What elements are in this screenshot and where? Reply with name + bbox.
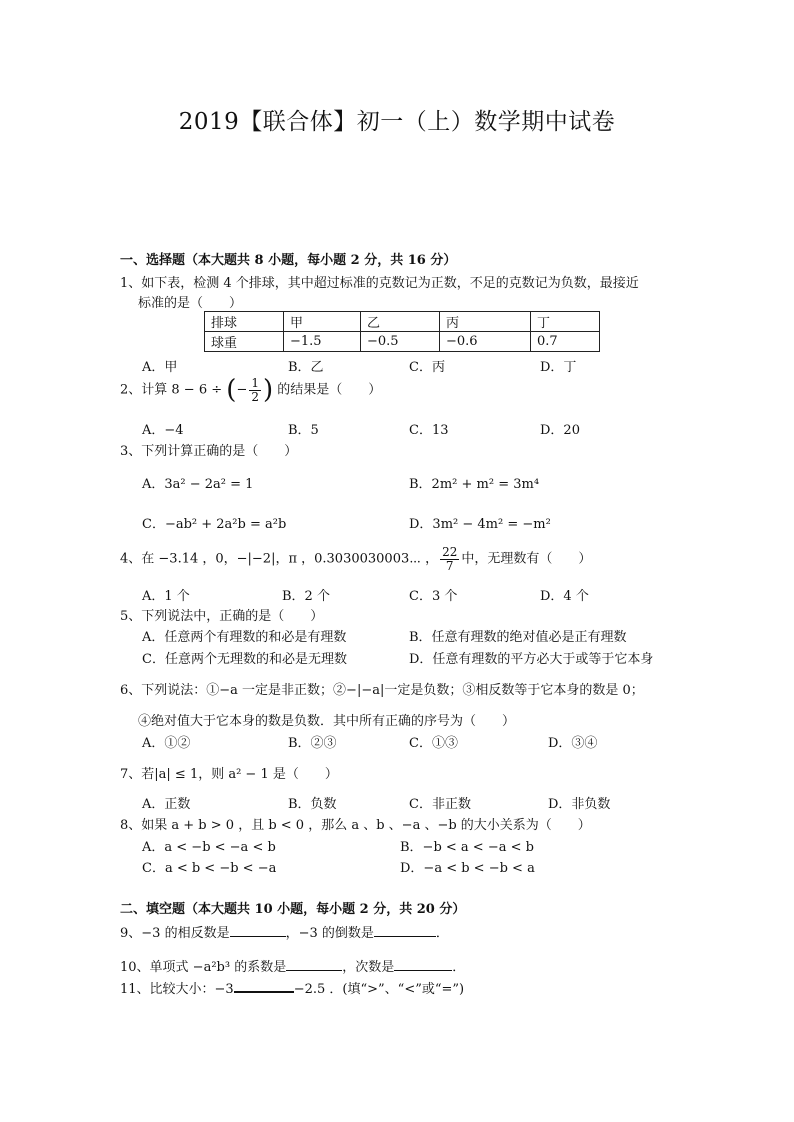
table-row <box>205 332 600 352</box>
q2-fraction-num: 1 <box>251 375 259 390</box>
q2-fraction-den: 2 <box>251 389 259 404</box>
section-heading-choice: 一、选择题（本大题共 8 小题，每小题 2 分，共 16 分） <box>120 253 457 268</box>
q6-option-b[interactable]: B．②③ <box>288 736 337 751</box>
q8-option-a[interactable]: A．a < −b < −a < b <box>142 840 276 855</box>
q6-stem-line1: 6、下列说法：①−a 一定是非正数；②−|−a|一定是负数；③相反数等于它本身的数是 0； <box>120 683 644 698</box>
q2-suffix: 的结果是（ ） <box>277 382 382 398</box>
q7-option-b[interactable]: B．负数 <box>288 797 337 812</box>
q11-stem <box>120 978 464 997</box>
q9-part2: ，−3 的倒数是 <box>285 926 374 941</box>
q5-stem: 5、下列说法中，正确的是（ ） <box>120 609 324 624</box>
q4-stem <box>120 546 591 572</box>
table-cell: 丁 <box>531 312 600 332</box>
table-row <box>205 312 600 332</box>
q2-prefix: 2、计算 8 − 6 ÷ <box>120 382 223 398</box>
q9-part3: ． <box>435 926 449 941</box>
ball-weight-table <box>204 311 600 352</box>
q1-stem-line2: 标准的是（ ） <box>138 296 243 311</box>
q4-fraction-den: 7 <box>445 558 454 573</box>
q1-option-b[interactable]: B．乙 <box>288 360 324 375</box>
q10-stem <box>120 956 465 975</box>
q7-option-a[interactable]: A．正数 <box>142 797 191 812</box>
q1-option-a[interactable]: A．甲 <box>142 360 178 375</box>
table-cell: 甲 <box>284 312 361 332</box>
q3-option-c[interactable]: C．−ab² + 2a²b = a²b <box>142 517 287 532</box>
q4-option-d[interactable]: D．4 个 <box>540 589 589 604</box>
q6-option-a[interactable]: A．①② <box>142 736 191 751</box>
q4-option-c[interactable]: C．3 个 <box>409 589 458 604</box>
table-cell: −0.5 <box>361 332 440 352</box>
q3-option-b[interactable]: B．2m² + m² = 3m⁴ <box>409 477 540 492</box>
q9-blank-1[interactable] <box>230 924 286 937</box>
q6-stem-line2: ④绝对值大于它本身的数是负数．其中所有正确的序号为（ ） <box>138 714 516 729</box>
q5-option-a[interactable]: A．任意两个有理数的和必是有理数 <box>142 630 347 645</box>
q7-option-c[interactable]: C．非正数 <box>409 797 471 812</box>
q3-stem: 3、下列计算正确的是（ ） <box>120 444 298 459</box>
table-cell: 丙 <box>440 312 531 332</box>
q11-part2: −2.5 ．(填“>”、“<”或“=”) <box>293 982 465 997</box>
q5-option-c[interactable]: C．任意两个无理数的和必是无理数 <box>142 652 347 667</box>
q11-part1: 11、比较大小：−3 <box>120 982 234 997</box>
q8-option-b[interactable]: B．−b < a < −a < b <box>400 840 534 855</box>
q8-stem: 8、如果 a + b > 0 ，且 b < 0 ，那么 a 、b 、−a 、−b 的大小关系为（ ） <box>120 818 591 833</box>
q10-part2: ，次数是 <box>342 960 395 975</box>
q2-neg: − <box>236 382 248 398</box>
page-title: 2019【联合体】初一（上）数学期中试卷 <box>178 109 616 135</box>
q2-option-a[interactable]: A．−4 <box>142 423 184 438</box>
q4-suffix: 中，无理数有（ ） <box>461 551 592 567</box>
q7-stem: 7、若|a| ≤ 1，则 a² − 1 是（ ） <box>120 767 338 782</box>
q9-part1: 9、−3 的相反数是 <box>120 926 230 941</box>
q2-option-b[interactable]: B．5 <box>288 423 319 438</box>
q1-option-d[interactable]: D．丁 <box>540 360 577 375</box>
q10-blank-1[interactable] <box>286 958 342 971</box>
table-cell: −0.6 <box>440 332 531 352</box>
q2-option-d[interactable]: D．20 <box>540 423 580 438</box>
q7-option-d[interactable]: D．非负数 <box>548 797 611 812</box>
q4-fraction <box>440 546 459 572</box>
q5-option-d[interactable]: D．任意有理数的平方必大于或等于它本身 <box>409 652 654 667</box>
q5-option-b[interactable]: B．任意有理数的绝对值必是正有理数 <box>409 630 627 645</box>
q4-fraction-num: 22 <box>442 545 458 559</box>
table-cell: 乙 <box>361 312 440 332</box>
section-heading-fill: 二、填空题（本大题共 10 小题，每小题 2 分，共 20 分） <box>120 902 466 917</box>
q6-option-c[interactable]: C．①③ <box>409 736 458 751</box>
q2-fraction <box>249 377 261 403</box>
table-cell: −1.5 <box>284 332 361 352</box>
table-cell: 球重 <box>205 332 284 352</box>
q9-stem <box>120 922 449 941</box>
q10-part3: ． <box>452 960 466 975</box>
q3-option-d[interactable]: D．3m² − 4m² = −m² <box>409 517 551 532</box>
q2-stem: 2、计算 8 − 6 ÷ (− $\frac{1}{2}$ ) 的结果是（ ） <box>120 375 382 405</box>
q4-prefix: 4、在 −3.14 ，0，−|−2|，π ，0.3030030003⋯ ， <box>120 551 439 567</box>
q8-option-d[interactable]: D．−a < b < −b < a <box>400 861 535 876</box>
table-cell: 0.7 <box>531 332 600 352</box>
q8-option-c[interactable]: C．a < b < −b < −a <box>142 861 277 876</box>
q10-part1: 10、单项式 −a²b³ 的系数是 <box>120 960 287 975</box>
q10-blank-2[interactable] <box>394 958 452 971</box>
q1-stem-line1: 1、如下表，检测 4 个排球，其中超过标准的克数记为正数，不足的克数记为负数，最接近 <box>120 276 639 291</box>
q3-option-a[interactable]: A．3a² − 2a² = 1 <box>142 477 254 492</box>
q4-option-a[interactable]: A．1 个 <box>142 589 190 604</box>
q1-option-c[interactable]: C．丙 <box>409 360 445 375</box>
q2-option-c[interactable]: C．13 <box>409 423 449 438</box>
table-cell: 排球 <box>205 312 284 332</box>
q11-blank[interactable] <box>234 979 294 993</box>
q9-blank-2[interactable] <box>374 924 436 937</box>
q6-option-d[interactable]: D．③④ <box>548 736 598 751</box>
q4-option-b[interactable]: B．2 个 <box>282 589 330 604</box>
